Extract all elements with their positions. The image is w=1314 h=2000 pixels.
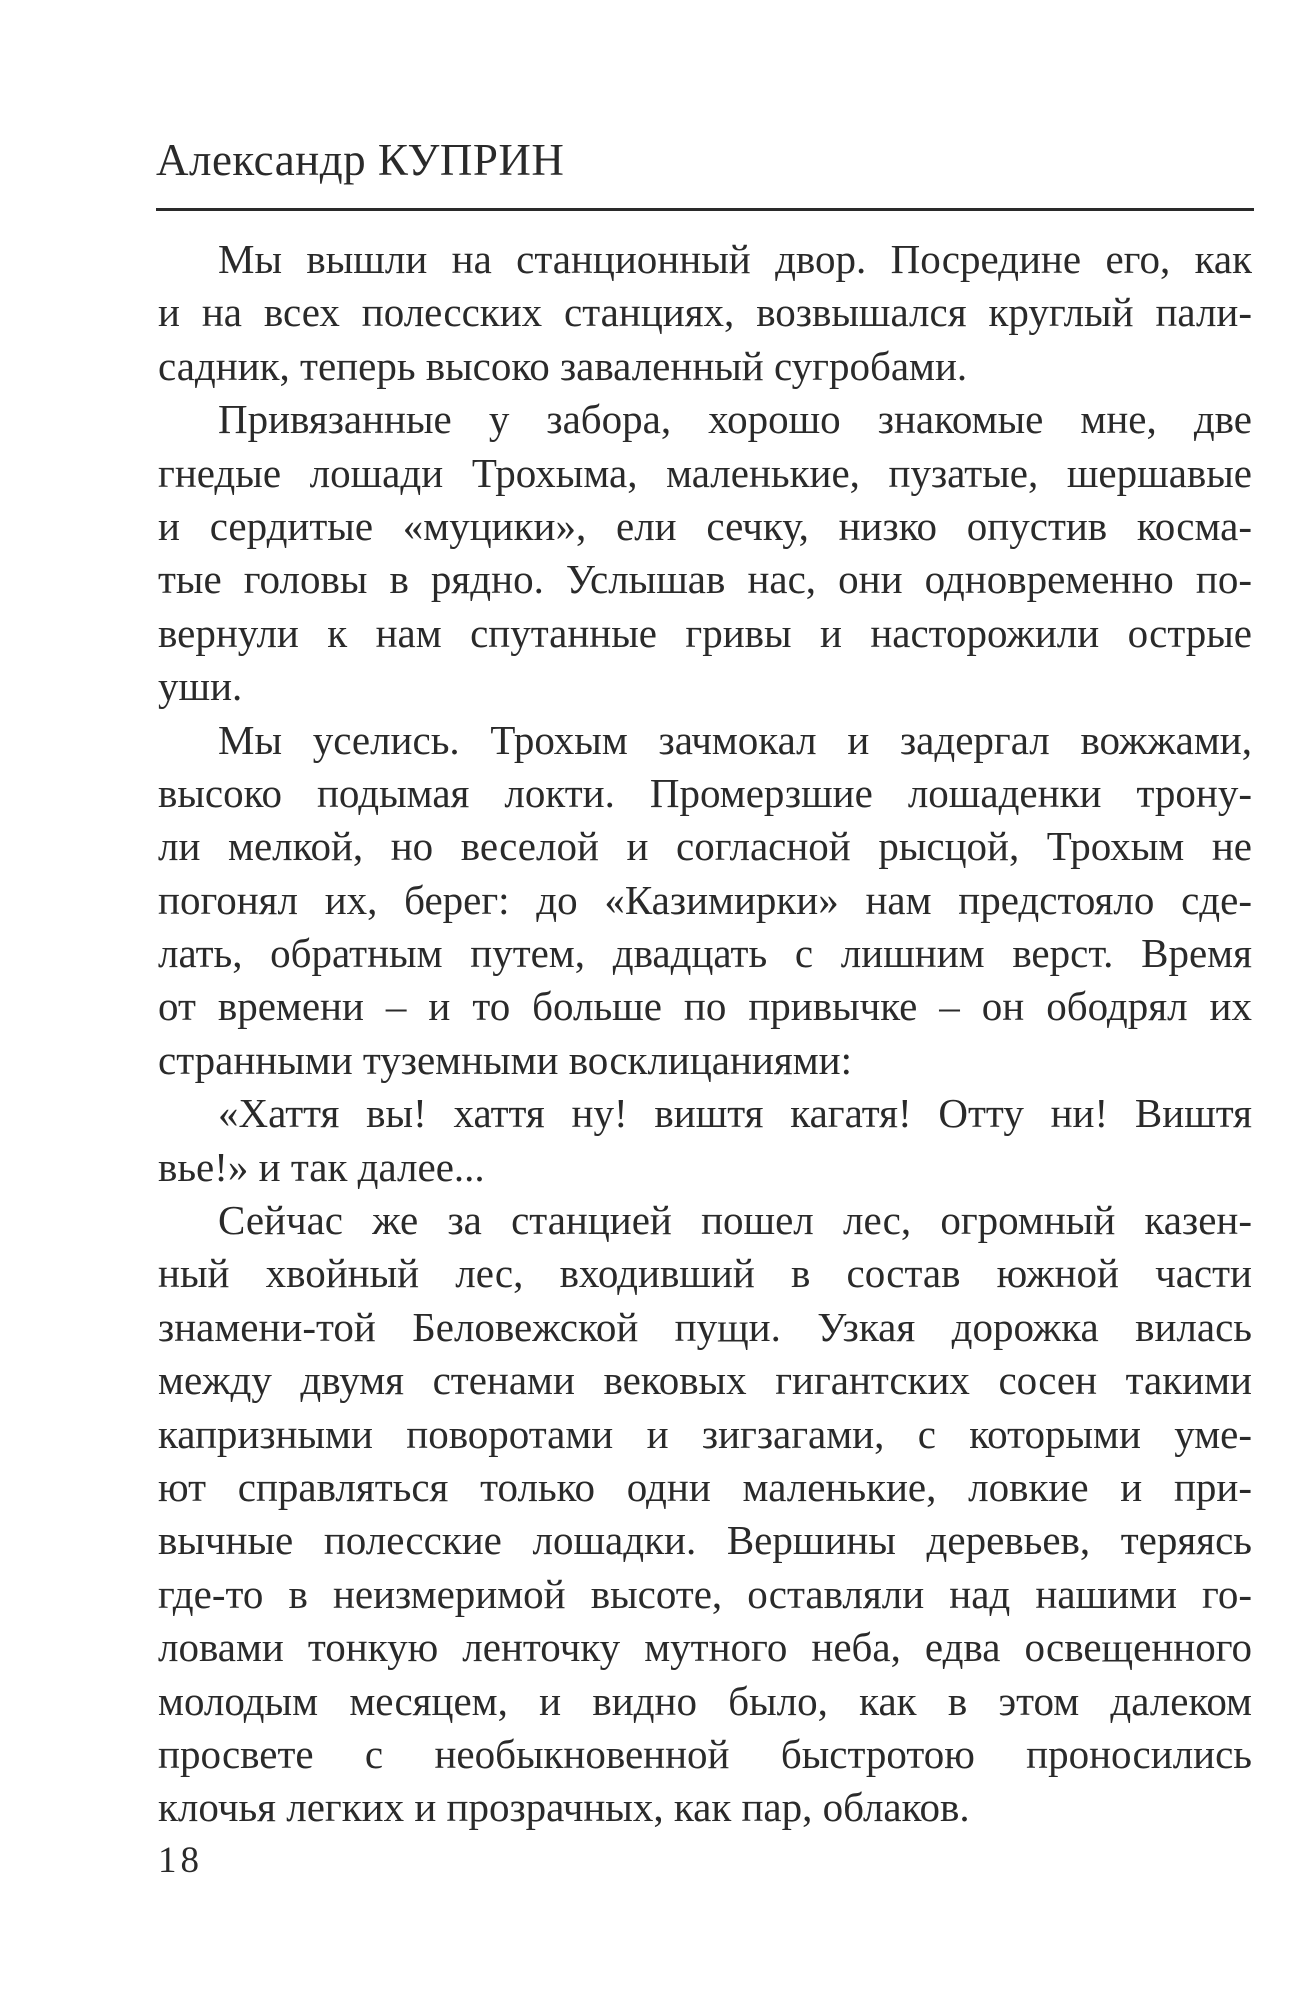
text-line: клочья легких и прозрачных, как пар, облаков. bbox=[158, 1784, 970, 1831]
header-rule bbox=[156, 208, 1254, 211]
text-line: между двумя стенами вековых гигантских сосен такими bbox=[158, 1357, 1252, 1404]
text-line: молодым месяцем, и видно было, как в этом далеком bbox=[158, 1677, 1252, 1724]
text-line: ловами тонкую ленточку мутного неба, едва освещенного bbox=[158, 1624, 1252, 1671]
text-line: капризными поворотами и зигзагами, с которыми уме- bbox=[158, 1410, 1252, 1457]
text-line: вернули к нам спутанные гривы и насторожили острые bbox=[158, 609, 1252, 656]
text-line: и на всех полесских станциях, возвышался круглый пали- bbox=[158, 289, 1252, 336]
text-line: вье!» и так далее... bbox=[158, 1143, 485, 1190]
text-line: тые головы в рядно. Услышав нас, они одновременно по- bbox=[158, 556, 1252, 603]
text-line: ли мелкой, но веселой и согласной рысцой, Трохым не bbox=[158, 823, 1252, 870]
text-line: и сердитые «муцики», ели сечку, низко опустив косма- bbox=[158, 502, 1252, 549]
text-line: вычные полесские лошадки. Вершины деревьев, теряясь bbox=[158, 1517, 1252, 1564]
text-line: где-то в неизмеримой высоте, оставляли над нашими го- bbox=[158, 1570, 1252, 1617]
text-line: Мы уселись. Трохым зачмокал и задергал вожжами, bbox=[218, 716, 1252, 763]
text-line: просвете с необыкновенной быстротою проносились bbox=[158, 1730, 1252, 1777]
text-line: погонял их, берег: до «Казимирки» нам предстояло сде- bbox=[158, 876, 1252, 923]
running-head-author: Александр КУПРИН bbox=[156, 135, 565, 185]
text-line: гнедые лошади Трохыма, маленькие, пузатые, шершавые bbox=[158, 449, 1252, 496]
text-line: высоко подымая локти. Промерзшие лошаденки трону- bbox=[158, 769, 1252, 816]
text-line: Привязанные у забора, хорошо знакомые мне, две bbox=[218, 396, 1252, 443]
text-line: садник, теперь высоко заваленный сугробами. bbox=[158, 342, 968, 389]
text-line: Мы вышли на станционный двор. Посредине его, как bbox=[218, 236, 1252, 282]
text-line: уши. bbox=[158, 663, 243, 710]
text-line: «Хаття вы! хаття ну! виштя кагатя! Отту ни! Виштя bbox=[218, 1090, 1252, 1137]
text-line: странными туземными восклицаниями: bbox=[158, 1036, 852, 1083]
text-line: от времени – и то больше по привычке – он ободрял их bbox=[158, 983, 1252, 1030]
text-line: Сейчас же за станцией пошел лес, огромный казен- bbox=[218, 1197, 1252, 1244]
text-line: ный хвойный лес, входивший в состав южной части bbox=[158, 1250, 1252, 1297]
text-line: ют справляться только одни маленькие, ловкие и при- bbox=[158, 1463, 1252, 1510]
body-text bbox=[158, 233, 1252, 1835]
text-line: знамени-той Беловежской пущи. Узкая дорожка вилась bbox=[158, 1303, 1252, 1350]
page-number: 18 bbox=[158, 1840, 203, 1881]
text-line: лать, обратным путем, двадцать с лишним верст. Время bbox=[158, 930, 1252, 977]
